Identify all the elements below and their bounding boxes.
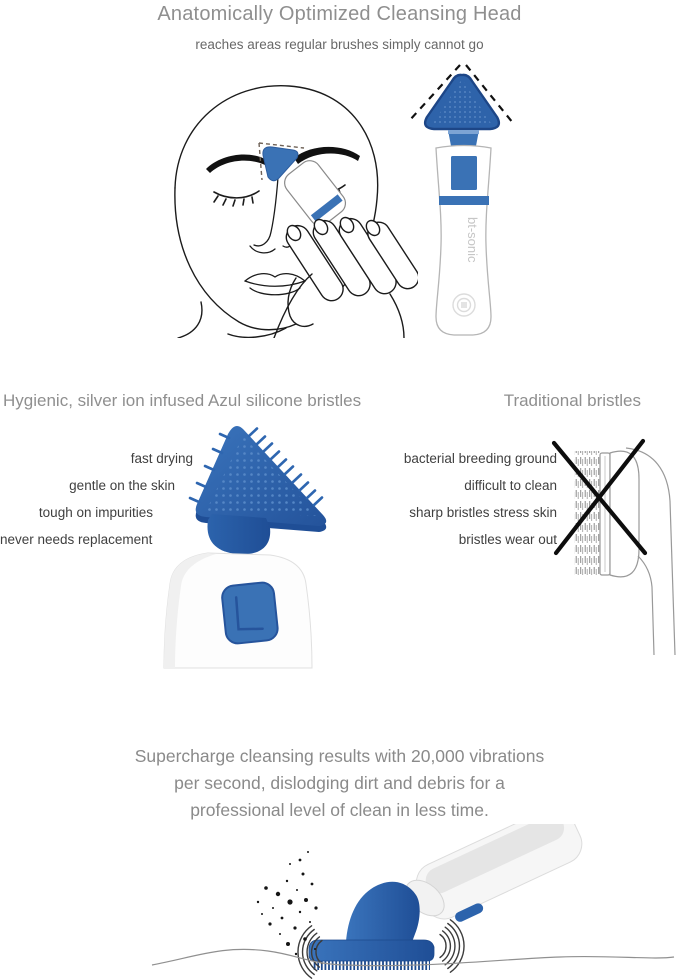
power-button <box>221 581 279 644</box>
brush-neck <box>346 882 420 942</box>
device-handle <box>410 824 592 933</box>
device-neck <box>207 514 270 554</box>
triangle-brush-head <box>425 75 499 129</box>
vibration-text-line: Supercharge cleansing results with 20,000 vibrations <box>134 746 545 766</box>
azul-feature: fast drying <box>130 451 193 466</box>
azul-feature: tough on impurities <box>38 505 153 520</box>
brush-base <box>309 940 434 961</box>
device-in-hand <box>280 156 350 229</box>
silicone-head <box>190 426 326 526</box>
vibration-illustration <box>140 824 679 980</box>
traditional-feature: bacterial breeding ground <box>403 451 557 466</box>
vibration-text-line: professional level of clean in less time. <box>190 800 489 820</box>
page-title: Anatomically Optimized Cleansing Head <box>157 3 522 25</box>
device-brand-label: bt-sonic <box>465 217 480 263</box>
azul-feature: gentle on the skin <box>69 478 175 493</box>
azul-feature: never needs replacement <box>0 532 153 547</box>
traditional-feature: difficult to clean <box>464 478 557 493</box>
power-button <box>451 156 477 190</box>
blue-band <box>439 196 489 205</box>
azul-bristles-title: Hygienic, silver ion infused Azul silicone bristles <box>3 391 362 410</box>
azul-brush-head-render <box>158 416 386 672</box>
face-with-device-illustration <box>146 66 418 338</box>
traditional-bristles-title: Traditional bristles <box>503 391 641 410</box>
traditional-brush-illustration <box>548 423 679 655</box>
vibration-text-line: per second, dislodging dirt and debris for a <box>174 773 505 793</box>
dirt-particles <box>257 851 318 955</box>
page-subtitle: reaches areas regular brushes simply cannot go <box>195 37 484 52</box>
traditional-feature: bristles wear out <box>458 532 557 547</box>
upright-device-illustration <box>398 55 558 345</box>
traditional-feature: sharp bristles stress skin <box>409 505 557 520</box>
